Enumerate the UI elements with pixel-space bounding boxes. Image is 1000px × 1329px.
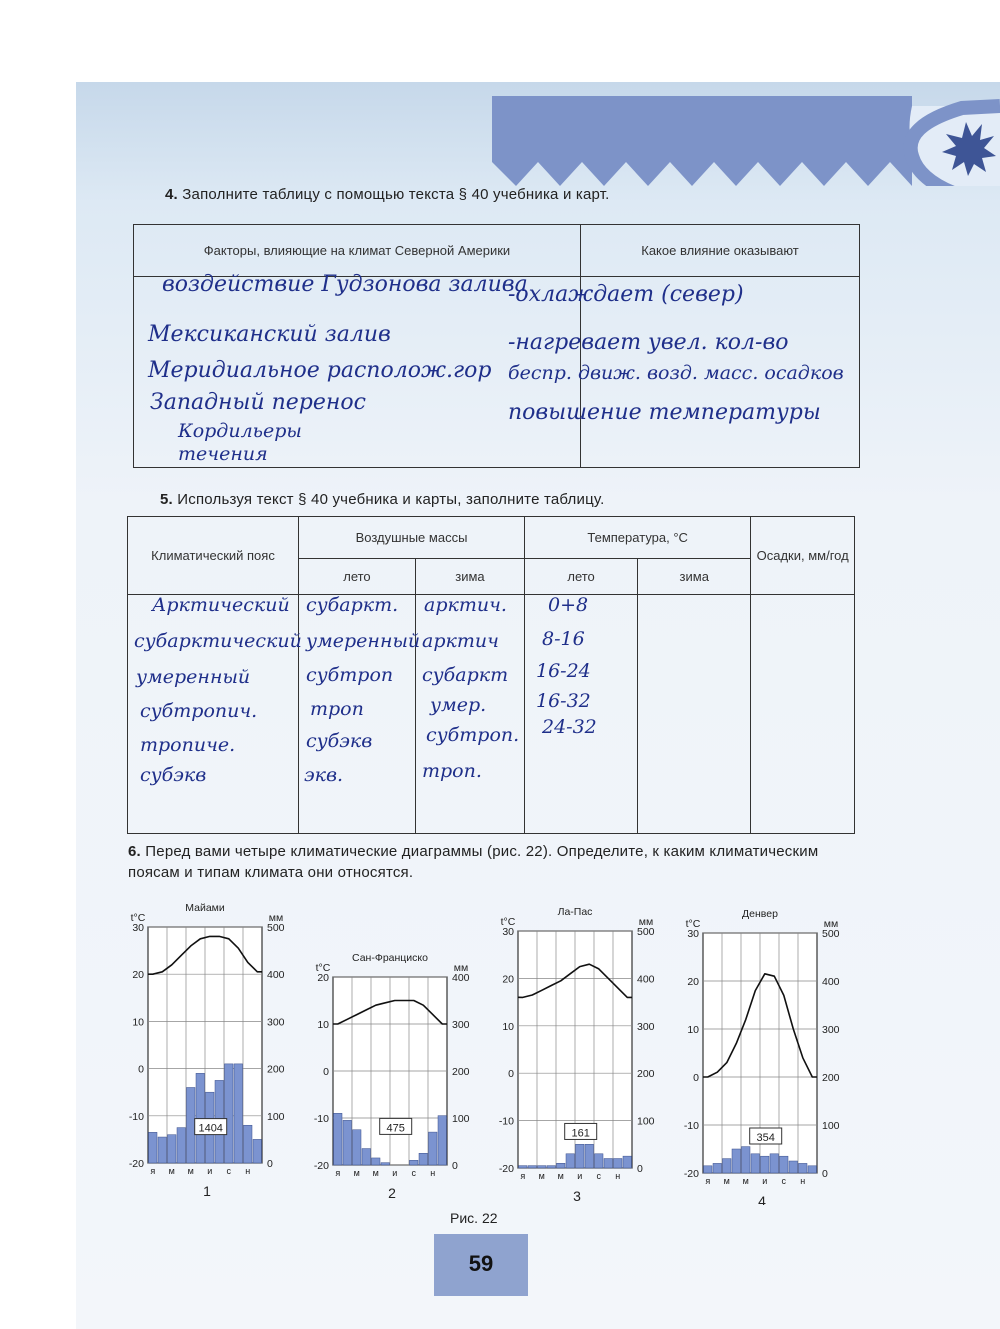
influence-4: повышение температуры <box>508 400 821 425</box>
chart-title: Майами <box>185 902 225 914</box>
page-number: 59 <box>468 1251 494 1276</box>
temp-summer-1: 0+8 <box>548 594 589 616</box>
air-winter-4: умер. <box>430 694 487 716</box>
precip-tick-label: 100 <box>267 1110 285 1123</box>
header-factors: Факторы, влияющие на климат Северной Америки <box>134 225 581 277</box>
figure-caption: Рис. 22 <box>450 1210 498 1226</box>
precip-unit-label: мм <box>268 912 284 924</box>
precip-bar <box>751 1154 760 1173</box>
belt-5: тропиче. <box>140 734 236 756</box>
air-winter-1: арктич. <box>424 594 507 616</box>
temp-tick-label: 0 <box>138 1063 144 1076</box>
diagram-number: 1 <box>203 1183 211 1199</box>
header-banner <box>492 96 1000 186</box>
precip-bar <box>253 1139 262 1163</box>
month-label: и <box>762 1176 768 1186</box>
precip-bar <box>225 1064 234 1163</box>
temp-tick-label: -20 <box>683 1168 699 1180</box>
month-label: м <box>742 1176 749 1186</box>
temp-tick-label: 10 <box>502 1020 514 1033</box>
precip-bar <box>576 1144 585 1168</box>
month-label: н <box>430 1168 436 1178</box>
precip-bar <box>353 1130 362 1165</box>
air-summer-2: умеренный <box>306 630 421 652</box>
temp-summer-5: 24-32 <box>542 716 597 738</box>
month-label: и <box>577 1171 583 1181</box>
precip-bar <box>234 1064 243 1163</box>
annual-total-label: 354 <box>756 1132 775 1144</box>
precip-tick-label: 200 <box>267 1063 285 1076</box>
precip-tick-label: 500 <box>637 926 655 938</box>
temp-tick-label: -20 <box>313 1160 329 1172</box>
temp-summer-4: 16-32 <box>536 690 591 712</box>
month-label: и <box>392 1168 398 1178</box>
precip-bar <box>372 1158 381 1165</box>
temp-tick-label: -10 <box>683 1120 699 1132</box>
diagram-number: 3 <box>573 1188 581 1204</box>
factor-1: воздействие Гудзонова залива <box>162 272 528 297</box>
precip-tick-label: 300 <box>822 1024 840 1036</box>
temp-unit-label: t°C <box>130 912 146 924</box>
precip-bar <box>585 1144 594 1168</box>
sub-temp-summer: лето <box>525 559 638 595</box>
precip-bar <box>519 1166 528 1168</box>
precip-bar <box>604 1159 613 1168</box>
factor-4: Западный перенос <box>150 390 366 415</box>
month-label: с <box>781 1176 786 1186</box>
precip-tick-label: 400 <box>822 976 840 988</box>
belt-6: субэкв <box>140 764 207 786</box>
factor-6: течения <box>178 443 268 465</box>
month-label: с <box>596 1171 601 1181</box>
month-label: н <box>800 1176 806 1186</box>
precip-bar <box>732 1149 741 1173</box>
temp-tick-label: 10 <box>317 1019 329 1031</box>
precip-bar <box>334 1113 343 1165</box>
precip-tick-label: 400 <box>452 972 470 984</box>
temp-unit-label: t°C <box>685 918 701 930</box>
month-label: м <box>353 1168 360 1178</box>
temp-tick-label: 0 <box>323 1066 329 1078</box>
precip-bar <box>789 1161 798 1173</box>
precip-bar <box>438 1116 447 1165</box>
precip-bar <box>808 1166 817 1173</box>
sub-air-winter: зима <box>415 559 524 595</box>
influence-3: беспр. движ. возд. масс. осадков <box>508 362 844 384</box>
annual-total-label: 161 <box>571 1127 590 1140</box>
precip-bar <box>770 1154 779 1173</box>
header-influence: Какое влияние оказывают <box>581 225 860 277</box>
precip-bar <box>761 1156 770 1173</box>
precip-tick-label: 400 <box>267 969 285 982</box>
precip-bar <box>343 1120 352 1165</box>
precip-tick-label: 100 <box>452 1113 470 1125</box>
header-precip: Осадки, мм/год <box>751 517 855 595</box>
precip-bar <box>547 1166 556 1168</box>
chart-title: Сан-Франциско <box>352 952 428 964</box>
month-label: с <box>226 1166 231 1176</box>
month-label: и <box>207 1166 213 1176</box>
precip-tick-label: 200 <box>637 1068 655 1081</box>
air-winter-6: троп. <box>422 760 482 782</box>
sub-temp-winter: зима <box>638 559 751 595</box>
air-winter-3: субаркт <box>422 664 509 686</box>
precip-tick-label: 300 <box>637 1020 655 1033</box>
precip-tick-label: 0 <box>267 1158 273 1170</box>
precip-unit-label: мм <box>638 916 654 928</box>
belt-1: Арктический <box>152 594 290 616</box>
temp-tick-label: 10 <box>132 1016 144 1029</box>
month-label: с <box>411 1168 416 1178</box>
month-label: н <box>615 1171 621 1181</box>
precip-bar <box>149 1132 158 1163</box>
precip-tick-label: 200 <box>822 1072 840 1084</box>
precip-bar <box>528 1166 537 1168</box>
air-winter-2: арктич <box>422 630 499 652</box>
month-label: м <box>187 1166 194 1176</box>
page-number-box <box>434 1234 528 1296</box>
precip-bar <box>177 1128 186 1163</box>
precip-bar <box>723 1159 732 1173</box>
month-label: я <box>520 1171 526 1181</box>
belt-4: субтропич. <box>140 700 258 722</box>
factor-3: Меридиальное располож.гор <box>148 358 492 383</box>
precip-tick-label: 0 <box>822 1168 828 1180</box>
precip-bar <box>557 1163 566 1168</box>
precip-bar <box>429 1132 438 1165</box>
precip-tick-label: 500 <box>822 928 840 940</box>
temp-tick-label: 20 <box>687 976 699 988</box>
temp-tick-label: 30 <box>687 928 699 940</box>
temp-tick-label: -20 <box>498 1163 514 1175</box>
precip-tick-label: 500 <box>267 922 285 934</box>
air-summer-1: субаркт. <box>306 594 399 616</box>
temp-unit-label: t°C <box>500 916 516 928</box>
task5-heading: 5. Используя текст § 40 учебника и карты, заполните таблицу. <box>160 491 605 508</box>
precip-tick-label: 300 <box>267 1016 285 1029</box>
month-label: я <box>335 1168 341 1178</box>
air-winter-5: субтроп. <box>426 724 520 746</box>
temp-tick-label: 0 <box>508 1068 514 1081</box>
task6-heading: 6. Перед вами четыре климатические диаграммы (рис. 22). Определите, к каким климатическим поясам и типам климата они относятся. <box>128 843 819 881</box>
sub-air-summer: лето <box>299 559 416 595</box>
belt-2: субарктический <box>134 630 302 652</box>
temp-tick-label: 20 <box>317 972 329 984</box>
precip-bar <box>538 1166 547 1168</box>
temp-tick-label: 10 <box>687 1024 699 1036</box>
precip-tick-label: 100 <box>637 1115 655 1128</box>
precip-bar <box>244 1125 253 1163</box>
precip-bar <box>780 1156 789 1173</box>
precip-bar <box>595 1154 604 1168</box>
temp-tick-label: -10 <box>128 1110 144 1123</box>
month-label: м <box>168 1166 175 1176</box>
temp-summer-2: 8-16 <box>542 628 585 650</box>
temp-unit-label: t°C <box>315 962 331 974</box>
climate-diagrams <box>0 895 1000 1205</box>
precip-bar <box>158 1137 167 1163</box>
factor-2: Мексиканский залив <box>148 322 391 347</box>
precip-bar <box>381 1163 390 1165</box>
precip-unit-label: мм <box>823 918 839 930</box>
month-label: м <box>372 1168 379 1178</box>
temp-tick-label: -20 <box>128 1158 144 1170</box>
month-label: м <box>538 1171 545 1181</box>
header-temp: Температура, °C <box>525 517 751 559</box>
temp-tick-label: -10 <box>313 1113 329 1125</box>
precip-bar <box>742 1147 751 1173</box>
precip-unit-label: мм <box>453 962 469 974</box>
precip-tick-label: 0 <box>452 1160 458 1172</box>
precip-bar <box>419 1153 428 1165</box>
temp-tick-label: 20 <box>502 973 514 986</box>
precip-bar <box>704 1166 713 1173</box>
influence-1: -охлаждает (север) <box>508 282 744 307</box>
precip-bar <box>713 1163 722 1173</box>
precip-bar <box>410 1160 419 1165</box>
precip-tick-label: 0 <box>637 1163 643 1175</box>
precip-bar <box>623 1156 632 1168</box>
chart-title: Ла-Пас <box>557 906 593 918</box>
temp-tick-label: 30 <box>502 926 514 938</box>
header-belt: Климатический пояс <box>128 517 299 595</box>
belt-3: умеренный <box>136 666 251 688</box>
annual-total-label: 475 <box>386 1122 405 1135</box>
month-label: м <box>723 1176 730 1186</box>
temp-tick-label: 20 <box>132 969 144 982</box>
precip-tick-label: 400 <box>637 973 655 986</box>
precip-tick-label: 200 <box>452 1066 470 1078</box>
air-summer-3: субтроп <box>306 664 394 686</box>
temp-tick-label: -10 <box>498 1115 514 1128</box>
air-summer-4: троп <box>310 698 364 720</box>
diagram-number: 2 <box>388 1185 396 1201</box>
precip-bar <box>614 1159 623 1168</box>
precip-bar <box>362 1149 371 1165</box>
temp-summer-3: 16-24 <box>536 660 591 682</box>
influence-2: -нагревает увел. кол-во <box>508 330 789 355</box>
month-label: м <box>557 1171 564 1181</box>
precip-bar <box>187 1087 196 1163</box>
chart-title: Денвер <box>742 908 778 920</box>
temp-tick-label: 30 <box>132 922 144 934</box>
air-summer-6: экв. <box>304 764 344 786</box>
precip-tick-label: 300 <box>452 1019 470 1031</box>
month-label: н <box>245 1166 251 1176</box>
diagram-number: 4 <box>758 1193 766 1205</box>
temp-tick-label: 0 <box>693 1072 699 1084</box>
precip-bar <box>168 1135 177 1163</box>
month-label: я <box>150 1166 156 1176</box>
header-air: Воздушные массы <box>299 517 525 559</box>
precip-bar <box>566 1154 575 1168</box>
task4-heading: 4. Заполните таблицу с помощью текста § 40 учебника и карт. <box>165 186 610 203</box>
annual-total-label: 1404 <box>198 1122 223 1135</box>
air-summer-5: субэкв <box>306 730 373 752</box>
month-label: я <box>705 1176 711 1186</box>
precip-tick-label: 100 <box>822 1120 840 1132</box>
precip-bar <box>799 1163 808 1173</box>
factor-5: Кордильеры <box>178 420 302 442</box>
